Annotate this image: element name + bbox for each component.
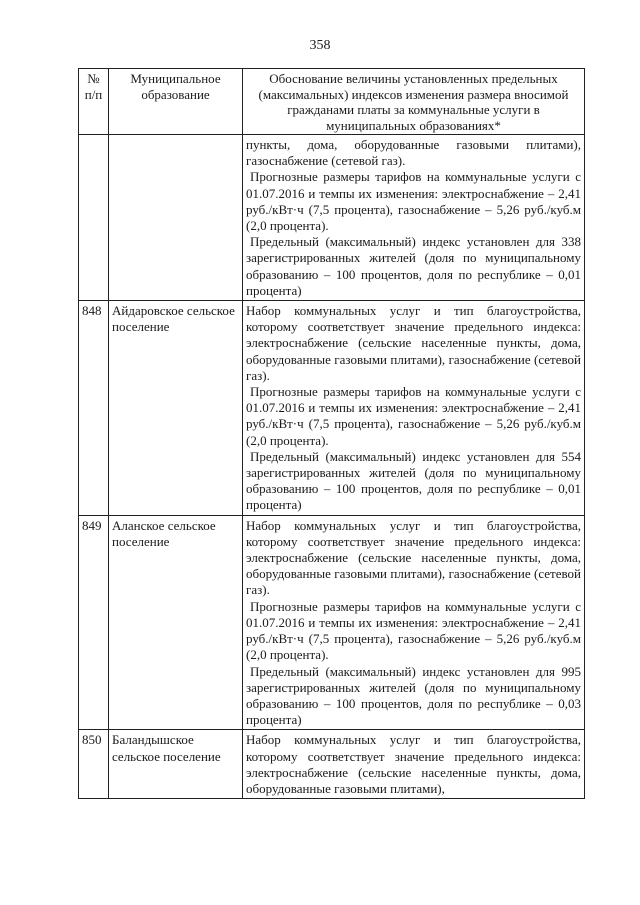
cell-num: 850: [79, 730, 109, 799]
header-num: № п/п: [79, 69, 109, 135]
page-number: 358: [309, 38, 331, 53]
cell-justification: [243, 301, 585, 516]
table-row: [79, 515, 585, 730]
justification-paragraph: Набор коммунальных услуг и тип благоустройства, которому соответствует значение предельного индекса: электроснабжение (сельские населенные пункты, дома, оборудованные газовыми плитами),: [246, 732, 581, 796]
justification-paragraph: пункты, дома, оборудованные газовыми плитами), газоснабжение (сетевой газ).: [246, 137, 581, 169]
header-justification: Обоснование величины установленных предельных (максимальных) индексов изменения размера вносимой гражданами платы за коммунальные услуги в муниципальных образованиях*: [243, 69, 585, 135]
cell-justification: [243, 730, 585, 799]
header-municipality: Муниципальное образование: [109, 69, 243, 135]
table-row: [79, 730, 585, 799]
justification-paragraph: Предельный (максимальный) индекс установлен для 338 зарегистрированных жителей (доля по муниципальному образованию – 100 процентов, доля по республике – 0,01 процента): [246, 234, 581, 298]
justification-paragraph: Набор коммунальных услуг и тип благоустройства, которому соответствует значение предельного индекса: электроснабжение (сельские населенные пункты, дома, оборудованные газовыми плитами), газоснабжение (сетевой газ).: [246, 517, 581, 598]
cell-justification: [243, 135, 585, 301]
justification-paragraph: Прогнозные размеры тарифов на коммунальные услуги с 01.07.2016 и темпы их изменения: электроснабжение – 2,41 руб./кВт·ч (7,5 процента), газоснабжение – 5,26 руб./куб.м (2,0 процента).: [246, 384, 581, 448]
cell-num: 849: [79, 515, 109, 730]
cell-justification: [243, 515, 585, 730]
cell-municipality: Баландышское сельское поселение: [109, 730, 243, 799]
table-row-continuation: [79, 135, 585, 301]
table-row: [79, 301, 585, 516]
justification-paragraph: Набор коммунальных услуг и тип благоустройства, которому соответствует значение предельного индекса: электроснабжение (сельские населенные пункты, дома, оборудованные газовыми плитами), газоснабжение (сетевой газ).: [246, 303, 581, 383]
justification-paragraph: Прогнозные размеры тарифов на коммунальные услуги с 01.07.2016 и темпы их изменения: электроснабжение – 2,41 руб./кВт·ч (7,5 процента), газоснабжение – 5,26 руб./куб.м (2,0 процента).: [246, 598, 581, 663]
cell-num: [79, 135, 109, 301]
justification-paragraph: Предельный (максимальный) индекс установлен для 995 зарегистрированных жителей (доля по муниципальному образованию – 100 процентов, доля по республике – 0,03 процента): [246, 663, 581, 728]
cell-municipality: Айдаровское сельское поселение: [109, 301, 243, 516]
justification-paragraph: Предельный (максимальный) индекс установлен для 554 зарегистрированных жителей (доля по муниципальному образованию – 100 процентов, доля по республике – 0,01 процента): [246, 448, 581, 513]
justification-paragraph: Прогнозные размеры тарифов на коммунальные услуги с 01.07.2016 и темпы их изменения: электроснабжение – 2,41 руб./кВт·ч (7,5 процента), газоснабжение – 5,26 руб./куб.м (2,0 процента).: [246, 169, 581, 234]
table-header-row: [79, 69, 585, 135]
cell-municipality: Аланское сельское поселение: [109, 515, 243, 730]
tariff-index-table: [78, 68, 585, 799]
cell-num: 848: [79, 301, 109, 516]
cell-municipality: [109, 135, 243, 301]
